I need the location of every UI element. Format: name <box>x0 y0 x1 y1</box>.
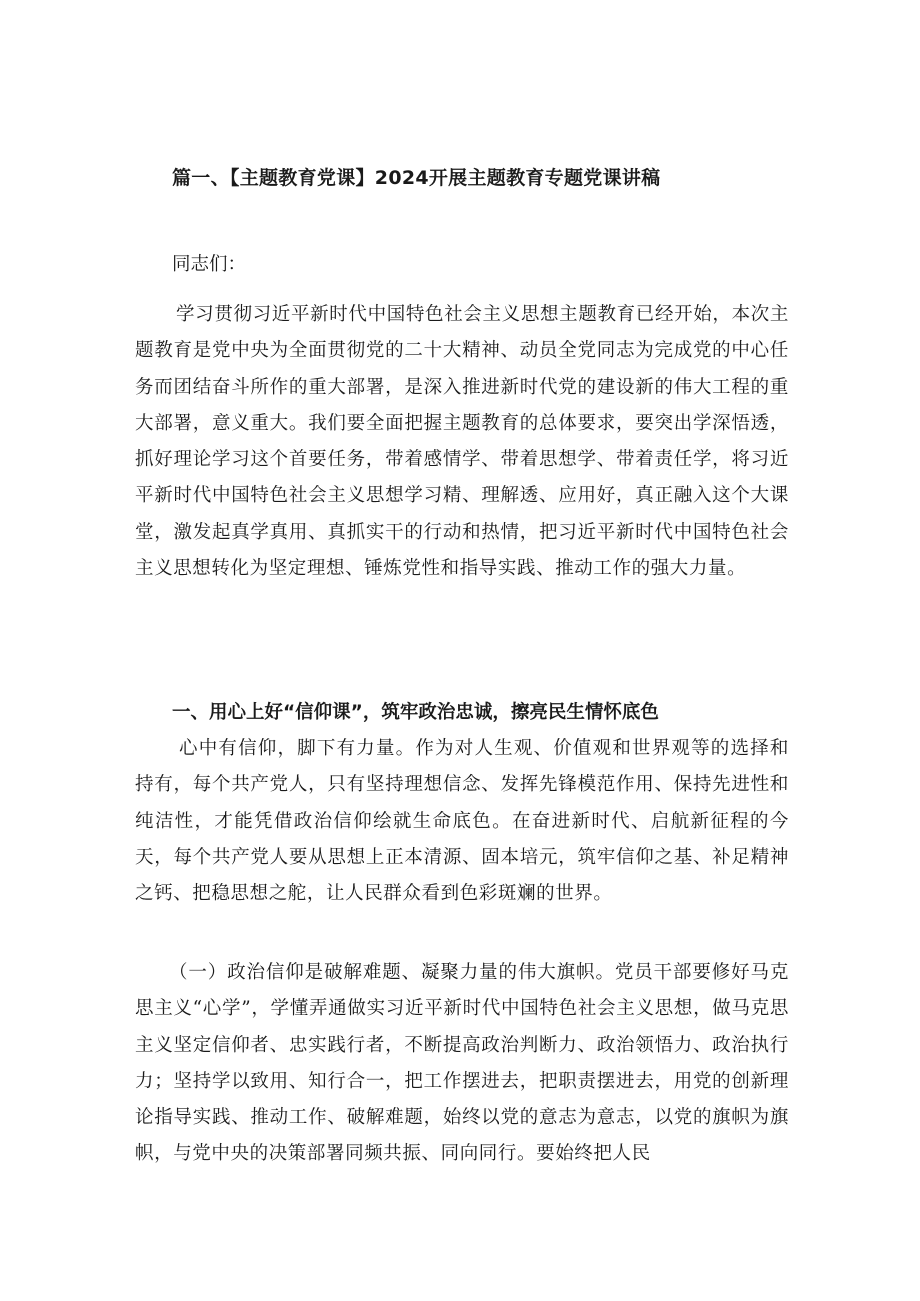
section-paragraph-1: 心中有信仰，脚下有力量。作为对人生观、价值观和世界观等的选择和持有，每个共产党人，只有坚持理想信念、发挥先锋模范作用、保持先进性和纯洁性，才能凭借政治信仰绘就生命底色。在奋进新时代、启航新征程的今天，每个共产党人要从思想上正本清源、固本培元，筑牢信仰之基、补足精神之钙、把稳思想之舵，让人民群众看到色彩斑斓的世界。 <box>135 738 789 905</box>
document-title: 篇一、【主题教育党课】2024开展主题教育专题党课讲稿 <box>172 167 661 189</box>
intro-paragraph: 学习贯彻习近平新时代中国特色社会主义思想主题教育已经开始，本次主题教育是党中央为全面贯彻党的二十大精神、动员全党同志为完成党的中心任务而团结奋斗所作的重大部署，是深入推进新时代党的建设新的伟大工程的重大部署，意义重大。我们要全面把握主题教育的总体要求，要突出学深悟透，抓好理论学习这个首要任务，带着感情学、带着思想学、带着责任学，将习近平新时代中国特色社会主义思想学习精、理解透、应用好，真正融入这个大课堂，激发起真学真用、真抓实干的行动和热情，把习近平新时代中国特色社会主义思想转化为坚定理想、锤炼党性和指导实践、推动工作的强大力量。 <box>135 304 789 580</box>
section-heading: 一、用心上好“信仰课”，筑牢政治忠诚，擦亮民生情怀底色 <box>172 702 659 723</box>
section-paragraph-2: （一）政治信仰是破解难题、凝聚力量的伟大旗帜。党员干部要修好马克思主义“心学”，学懂弄通做实习近平新时代中国特色社会主义思想，做马克思主义坚定信仰者、忠实践行者，不断提高政治判断力、政治领悟力、政治执行力；坚持学以致用、知行合一，把工作摆进去，把职责摆进去，用党的创新理论指导实践、推动工作、破解难题，始终以党的意志为意志，以党的旗帜为旗帜，与党中央的决策部署同频共振、同向同行。要始终把人民 <box>135 962 789 1165</box>
salutation: 同志们： <box>172 254 247 275</box>
